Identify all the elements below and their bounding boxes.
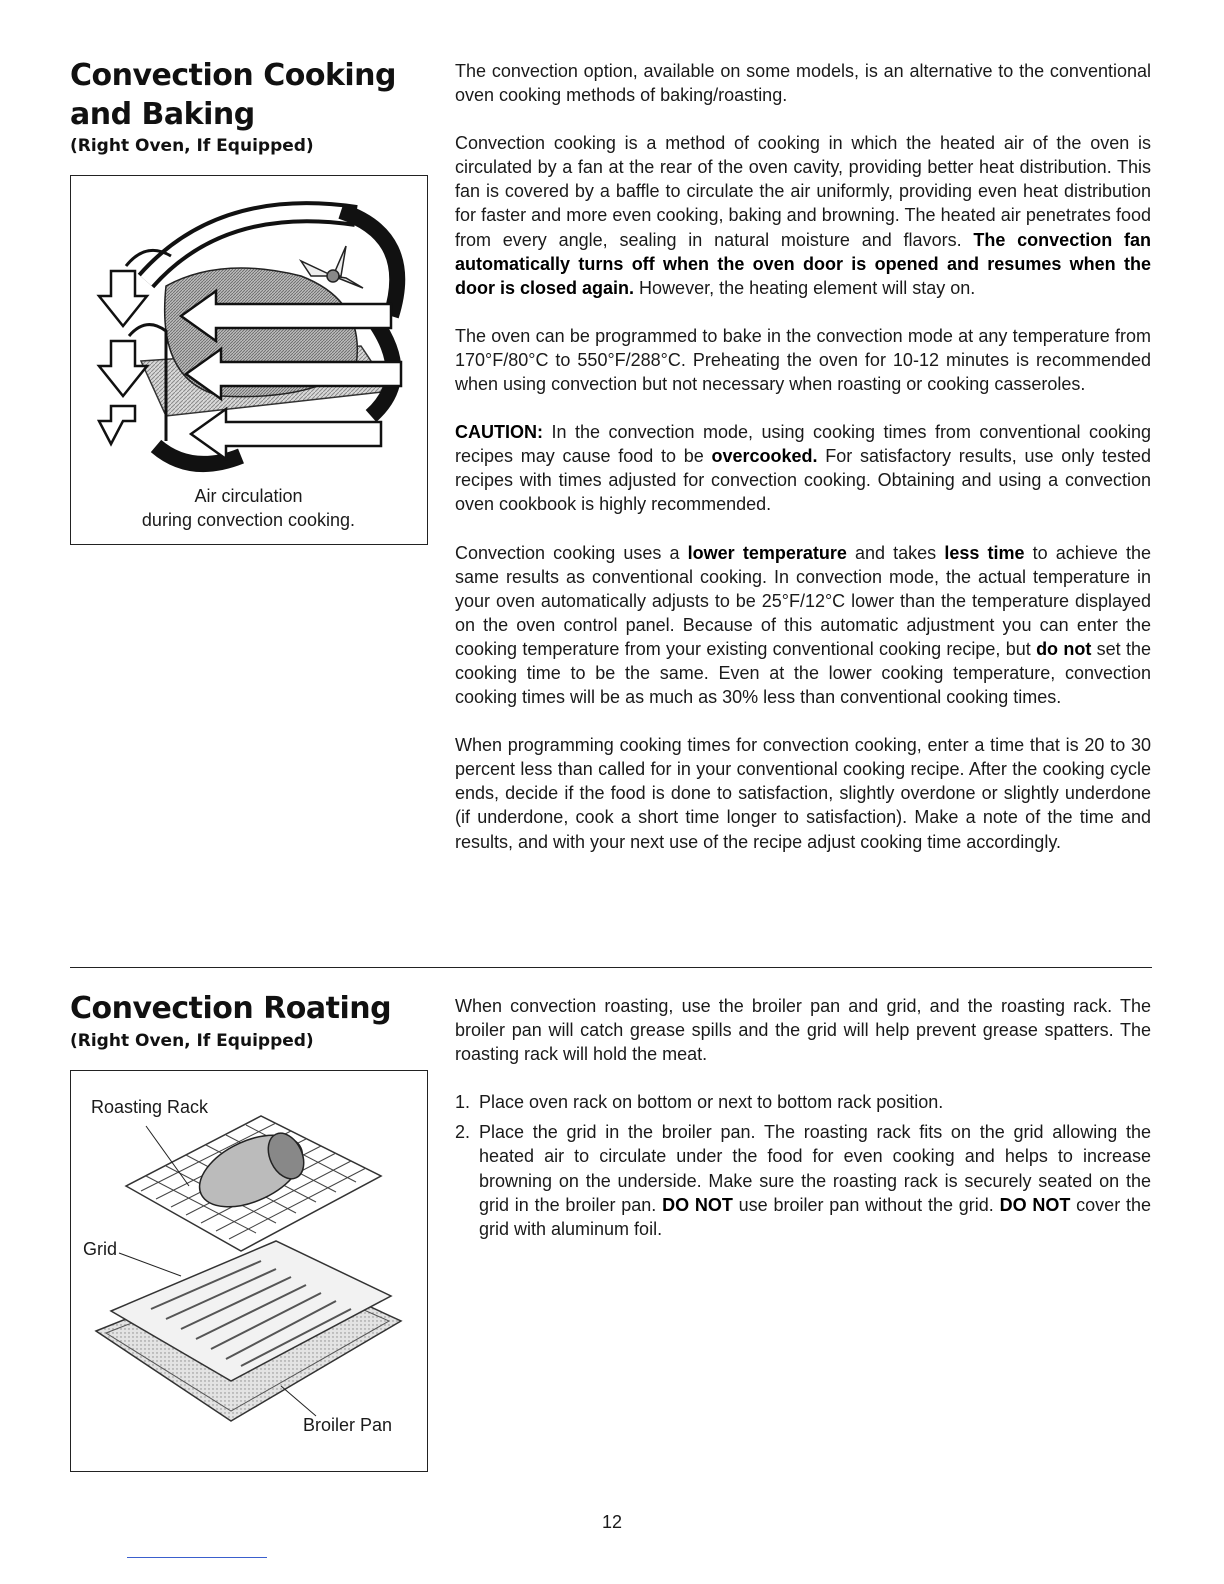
list-item: 2. Place the grid in the broiler pan. The roasting rack fits on the grid allowing the heated air to circulate under the food for even cooking and helps to increase browning on the underside. Make sure the roasting rack is securely seated on the grid in the broiler pan. DO NOT use broiler pan without the grid. DO NOT cover the grid with aluminum foil.	[455, 1122, 1152, 1239]
list-item: 1. Place oven rack on bottom or next to bottom rack position.	[455, 1092, 944, 1113]
steps-list	[455, 1090, 1151, 1241]
paragraph: Convection cooking uses a lower temperature and takes less time to achieve the same results as conventional cooking. In convection mode, the actual temperature in your oven automatically adjusts to be 25°F/12°C lower than the temperature displayed on the oven control panel. Because of this automatic adjustment you can enter the cooking temperature from your existing conventional cooking recipe, but do not set the cooking time to be the same. Even at the lower cooking temperature, convection cooking times will be as much as 30% less than conventional cooking times.	[455, 542, 1151, 708]
section-subheading: (Right Oven, If Equipped)	[70, 136, 314, 156]
figure-caption: Air circulation during convection cooking.	[141, 486, 356, 530]
section1-body	[455, 59, 1151, 878]
air-circulation-figure	[70, 175, 428, 545]
roasting-illustration	[71, 1071, 426, 1471]
section2-body	[455, 994, 1151, 1247]
paragraph: When programming cooking times for convection cooking, enter a time that is 20 to 30 percent less than called for in your conventional cooking recipe. After the cooking cycle ends, decide if the food is done to satisfaction, slightly overdone or slightly underdone (if underdone, cook a short time longer to satisfaction). Make a note of the time and results, and with your next use of the recipe adjust cooking time accordingly.	[455, 735, 1151, 852]
label-broiler-pan: Broiler Pan	[303, 1415, 393, 1435]
paragraph: Convection cooking is a method of cooking in which the heated air of the oven is circulated by a fan at the rear of the oven cavity, providing better heat distribution. This fan is covered by a baffle to circulate the air uniformly, providing even heat distribution for faster and more even cooking, baking and browning. The heated air penetrates food from every angle, sealing in natural moisture and flavors. The convection fan automatically turns off when the oven door is opened and resumes when the door is closed again. However, the heating element will stay on.	[455, 133, 1151, 298]
caution-paragraph: CAUTION: In the convection mode, using cooking times from conventional cooking recipes may cause food to be overcooked. For satisfactory results, use only tested recipes with times adjusted for convection cooking. Obtaining and using a convection oven cookbook is highly recommended.	[455, 422, 1151, 515]
label-grid: Grid	[83, 1239, 118, 1259]
paragraph: The convection option, available on some models, is an alternative to the conventional oven cooking methods of baking/roasting.	[455, 61, 1151, 106]
bottom-rule	[127, 1557, 267, 1558]
section-heading-convection-roasting: Convection Roating	[70, 991, 392, 1026]
section-heading-convection-cooking: Convection Cooking and Baking	[70, 58, 397, 132]
section-subheading: (Right Oven, If Equipped)	[70, 1031, 314, 1051]
air-circulation-illustration	[71, 176, 426, 476]
paragraph: When convection roasting, use the broiler pan and grid, and the roasting rack. The broiler pan will catch grease spills and the grid will help prevent grease spatters. The roasting rack will hold the meat.	[455, 996, 1151, 1065]
section-divider	[70, 967, 1152, 968]
page-number: 12	[601, 1512, 623, 1532]
roasting-figure	[70, 1070, 428, 1472]
label-roasting-rack: Roasting Rack	[91, 1097, 209, 1117]
paragraph: The oven can be programmed to bake in the convection mode at any temperature from 170°F/80°C to 550°F/288°C. Preheating the oven for 10-12 minutes is recommended when using convection but not necessary when roasting or cooking casseroles.	[455, 325, 1151, 395]
